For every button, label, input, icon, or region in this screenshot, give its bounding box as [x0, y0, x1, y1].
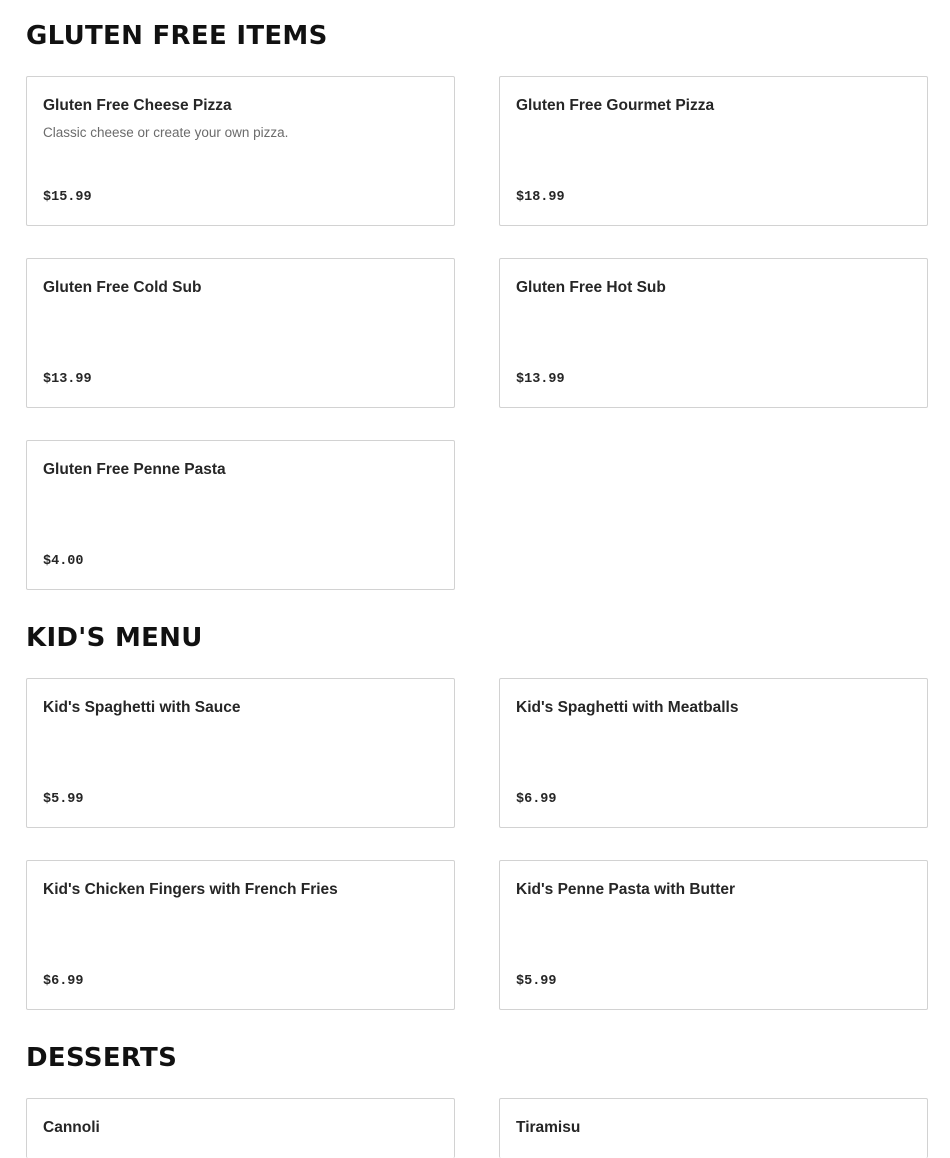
menu-item-price: $13.99	[43, 372, 92, 387]
menu-item-price: $6.99	[43, 974, 84, 989]
menu-grid-kids-menu	[26, 678, 928, 1010]
menu-item-name: Gluten Free Gourmet Pizza	[516, 97, 715, 114]
menu-item-card[interactable]	[499, 258, 928, 408]
menu-item-price: $15.99	[43, 190, 92, 205]
menu-item-card[interactable]	[499, 678, 928, 828]
menu-item-card[interactable]	[26, 860, 455, 1010]
menu-item-price: $6.99	[516, 792, 557, 807]
menu-item-card[interactable]	[499, 860, 928, 1010]
section-title-gluten-free: GLUTEN FREE ITEMS	[26, 21, 328, 51]
menu-grid-gluten-free	[26, 76, 928, 590]
menu-item-name: Kid's Spaghetti with Meatballs	[516, 699, 739, 716]
menu-item-card[interactable]	[499, 1098, 928, 1158]
menu-item-name: Gluten Free Penne Pasta	[43, 461, 226, 478]
menu-item-card[interactable]	[499, 76, 928, 226]
menu-item-price: $18.99	[516, 190, 565, 205]
menu-item-name: Tiramisu	[516, 1119, 581, 1136]
section-title-desserts: DESSERTS	[26, 1043, 178, 1073]
menu-item-card[interactable]	[26, 440, 455, 590]
menu-item-name: Kid's Chicken Fingers with French Fries	[43, 881, 338, 898]
menu-grid-desserts	[26, 1098, 928, 1158]
menu-item-card[interactable]	[26, 1098, 455, 1158]
section-title-kids-menu: KID'S MENU	[26, 623, 203, 653]
menu-item-name: Gluten Free Cold Sub	[43, 279, 202, 296]
menu-item-name: Kid's Penne Pasta with Butter	[516, 881, 736, 898]
menu-item-card[interactable]	[26, 258, 455, 408]
menu-item-name: Cannoli	[43, 1119, 100, 1136]
menu-item-price: $5.99	[516, 974, 557, 989]
menu-item-card[interactable]	[26, 76, 455, 226]
menu-item-price: $5.99	[43, 792, 84, 807]
menu-item-price: $4.00	[43, 554, 84, 569]
menu-item-name: Gluten Free Cheese Pizza	[43, 97, 232, 114]
menu-item-name: Kid's Spaghetti with Sauce	[43, 699, 241, 716]
menu-item-description: Classic cheese or create your own pizza.	[43, 125, 289, 140]
menu-item-card[interactable]	[26, 678, 455, 828]
menu-item-name: Gluten Free Hot Sub	[516, 279, 666, 296]
menu-item-price: $13.99	[516, 372, 565, 387]
